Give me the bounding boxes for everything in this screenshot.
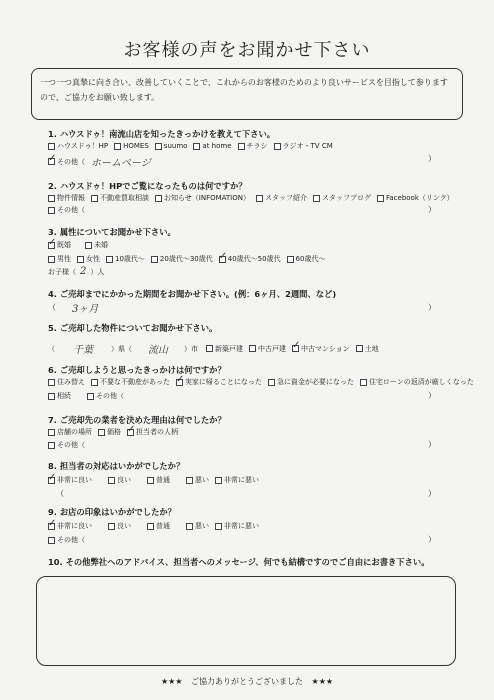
q5-type-new-house[interactable]: 新築戸建 xyxy=(206,344,243,354)
q5-type-land[interactable]: 土地 xyxy=(356,344,379,354)
q3-option-age-20-30s[interactable]: 20歳代〜30歳代 xyxy=(151,254,213,264)
q7-other-row xyxy=(48,440,91,450)
q2-option-blog[interactable]: スタッフブログ xyxy=(313,193,371,203)
checkbox[interactable] xyxy=(215,523,222,530)
q1-option-hp[interactable]: ハウスドゥ！HP xyxy=(48,141,108,151)
checkbox[interactable] xyxy=(186,477,193,484)
q8-close-paren: ） xyxy=(428,489,436,498)
q5-property-row: （ 千葉 ）県（ 流山 ）市 新築戸建 中古戸建 ✓ 中古マンション 土地 xyxy=(48,341,385,356)
q4-close-paren: ） xyxy=(428,303,436,312)
question-3-label: 3. 属性についてお聞かせ下さい。 xyxy=(48,227,176,237)
checkbox-checked[interactable] xyxy=(176,379,183,386)
checkbox[interactable] xyxy=(155,143,162,150)
q9-option-very-good[interactable]: ✓ 非常に良い xyxy=(48,521,92,531)
checkbox[interactable] xyxy=(256,195,263,202)
checkbox[interactable] xyxy=(206,345,213,352)
q1-option-radio-tv[interactable]: ラジオ・TV CM xyxy=(274,141,333,151)
question-9-label: 9. お店の印象はいかがでしたか？ xyxy=(48,507,176,517)
checkbox[interactable] xyxy=(360,379,367,386)
q9-option-good[interactable]: 良い xyxy=(108,521,131,531)
checkbox[interactable] xyxy=(151,256,158,263)
q3-children-handwritten: 2 xyxy=(80,266,87,277)
q8-option-very-good[interactable]: ✓ 非常に良い xyxy=(48,475,92,485)
checkbox[interactable] xyxy=(274,143,281,150)
question-2-label: 2. ハウスドゥ！HPでご覧になったものは何ですか？ xyxy=(48,181,247,191)
checkbox[interactable] xyxy=(377,195,384,202)
stars-right: ★★★ xyxy=(311,677,334,686)
q1-option-suumo[interactable]: suumo xyxy=(155,142,188,150)
question-5-label: 5. ご売却した物件についてお聞かせ下さい。 xyxy=(48,323,218,333)
question-1-label: 1. ハウスドゥ！南流山店を知ったきっかけを教えて下さい。 xyxy=(48,129,276,139)
footer-thanks xyxy=(0,676,494,687)
checkbox[interactable] xyxy=(147,477,154,484)
q9-close-paren: ） xyxy=(428,535,436,544)
checkbox[interactable] xyxy=(48,442,55,449)
q7-option-other[interactable]: その他（ xyxy=(48,440,85,450)
checkbox[interactable] xyxy=(186,523,193,530)
q3-option-female[interactable]: 女性 xyxy=(77,254,100,264)
checkbox[interactable] xyxy=(48,429,55,436)
checkbox-checked[interactable] xyxy=(48,242,55,249)
q6-option-urgent-funds[interactable]: 急に資金が必要になった xyxy=(268,377,354,387)
checkbox[interactable] xyxy=(356,345,363,352)
q6-option-loan-hardship[interactable]: 住宅ローンの返済が厳しくなった xyxy=(360,377,474,387)
checkbox[interactable] xyxy=(108,523,115,530)
checkbox-checked[interactable] xyxy=(48,523,55,530)
q9-option-other[interactable]: その他（ xyxy=(48,535,85,545)
q8-option-good[interactable]: 良い xyxy=(108,475,131,485)
q1-close-paren: ） xyxy=(428,154,436,163)
q9-options xyxy=(48,521,265,531)
page-title: お客様の声をお聞かせ下さい xyxy=(123,40,371,61)
q2-option-facebook[interactable]: Facebook（リンク） xyxy=(377,193,454,203)
checkbox-checked[interactable] xyxy=(48,158,55,165)
q3-option-male[interactable]: 男性 xyxy=(48,254,71,264)
checkbox[interactable] xyxy=(287,256,294,263)
q8-option-average[interactable]: 普通 xyxy=(147,475,170,485)
intro-box: 一つ一つ真摯に向き合い、改善していくことで、これからのお客様のためのより良いサービスを目指して参りますので、ご協力をお願い致します。 xyxy=(31,68,463,120)
checkbox[interactable] xyxy=(313,195,320,202)
q6-option-relocation[interactable]: 住み替え xyxy=(48,377,85,387)
q6-row-2 xyxy=(48,391,130,401)
checkbox[interactable] xyxy=(249,345,256,352)
checkbox[interactable] xyxy=(238,143,245,150)
q7-options xyxy=(48,427,184,437)
q2-option-news[interactable]: お知らせ（INFOMATION） xyxy=(155,193,250,203)
q1-option-homes[interactable]: HOMES xyxy=(114,142,149,150)
q2-other-row xyxy=(48,205,91,215)
checkbox[interactable] xyxy=(48,379,55,386)
checkbox[interactable] xyxy=(114,143,121,150)
checkbox[interactable] xyxy=(85,242,92,249)
checkbox-checked[interactable] xyxy=(219,256,226,263)
q5-type-used-house[interactable]: 中古戸建 xyxy=(249,344,286,354)
q9-other-row xyxy=(48,535,91,545)
q3-marital-row xyxy=(48,240,114,250)
q6-row-1 xyxy=(48,377,480,387)
q7-close-paren: ） xyxy=(428,440,436,449)
question-10-label: 10. その他弊社へのアドバイス、担当者へのメッセージ、何でも結構ですのでご自由にお書き下さい。 xyxy=(48,557,430,567)
checkbox[interactable] xyxy=(91,379,98,386)
q6-option-inheritance[interactable]: 相続 xyxy=(48,391,71,401)
q8-option-very-bad[interactable]: 非常に悪い xyxy=(215,475,259,485)
q9-option-bad[interactable]: 悪い xyxy=(186,521,209,531)
checkbox[interactable] xyxy=(48,143,55,150)
q3-children-row: お子様（ 2 ）人 xyxy=(48,266,105,277)
question-4-label: 4. ご売却までにかかった期間をお聞かせ下さい。(例：6ヶ月、2週間、など) xyxy=(48,289,337,299)
q5-prefecture-handwritten: 千葉 xyxy=(73,345,93,356)
checkbox[interactable] xyxy=(48,393,55,400)
checkbox[interactable] xyxy=(91,195,98,202)
q3-option-age-10s[interactable]: 10歳代〜 xyxy=(106,254,145,264)
q8-open-paren: （ xyxy=(56,489,64,498)
question-8-label: 8. 担当者の対応はいかがでしたか？ xyxy=(48,461,185,471)
q5-type-used-condo[interactable]: ✓ 中古マンション xyxy=(292,344,350,354)
question-7-label: 7. ご売却先の業者を決めた理由は何でしたか？ xyxy=(48,415,226,425)
checkbox[interactable] xyxy=(155,195,162,202)
checkbox-checked[interactable] xyxy=(292,345,299,352)
thanks-text: ご協力ありがとうございました xyxy=(191,677,303,686)
q3-option-age-40-50s[interactable]: ✓ 40歳代〜50歳代 xyxy=(219,254,281,264)
q8-options xyxy=(48,475,265,485)
q6-close-paren: ） xyxy=(428,391,436,400)
q9-option-very-bad[interactable]: 非常に悪い xyxy=(215,521,259,531)
q8-option-bad[interactable]: 悪い xyxy=(186,475,209,485)
q4-open-paren: （ xyxy=(48,303,56,312)
q6-option-other[interactable]: その他（ xyxy=(87,391,124,401)
q2-option-other[interactable]: その他（ xyxy=(48,205,85,215)
checkbox[interactable] xyxy=(48,537,55,544)
q2-close-paren: ） xyxy=(428,205,436,214)
q6-option-return-home[interactable]: ✓ 実家に帰ることになった xyxy=(176,377,262,387)
q1-other-handwritten: ホームページ xyxy=(91,158,151,169)
checkbox-checked[interactable] xyxy=(48,477,55,484)
q1-other-row xyxy=(48,154,151,169)
checkbox[interactable] xyxy=(48,207,55,214)
q3-gender-age-row xyxy=(48,254,332,264)
q5-city-handwritten: 流山 xyxy=(148,345,168,356)
checkbox[interactable] xyxy=(108,477,115,484)
checkbox[interactable] xyxy=(215,477,222,484)
q2-option-buyback[interactable]: 不動産買取相談 xyxy=(91,193,149,203)
checkbox[interactable] xyxy=(87,393,94,400)
q9-option-average[interactable]: 普通 xyxy=(147,521,170,531)
q3-option-married[interactable]: ✓ 既婚 xyxy=(48,240,71,250)
q7-option-price[interactable]: 価格 xyxy=(98,427,121,437)
q1-option-athome[interactable]: at home xyxy=(193,142,231,150)
checkbox[interactable] xyxy=(77,256,84,263)
question-1-options xyxy=(48,141,339,151)
checkbox-checked[interactable] xyxy=(127,429,134,436)
q2-option-staff[interactable]: スタッフ紹介 xyxy=(256,193,307,203)
question-6-label: 6. ご売却しようと思ったきっかけは何ですか？ xyxy=(48,365,226,375)
checkbox[interactable] xyxy=(98,429,105,436)
q6-option-unneeded-property[interactable]: 不要な不動産があった xyxy=(91,377,170,387)
stars-left: ★★★ xyxy=(160,677,183,686)
q3-option-single[interactable]: 未婚 xyxy=(85,240,108,250)
q3-option-age-60s[interactable]: 60歳代〜 xyxy=(287,254,326,264)
q1-option-flyer[interactable]: チラシ xyxy=(238,141,268,151)
checkbox[interactable] xyxy=(268,379,275,386)
checkbox[interactable] xyxy=(48,256,55,263)
q7-option-location[interactable]: 店舗の場所 xyxy=(48,427,92,437)
free-comment-box[interactable] xyxy=(36,576,456,666)
checkbox[interactable] xyxy=(147,523,154,530)
question-2-options xyxy=(48,193,460,203)
checkbox[interactable] xyxy=(106,256,113,263)
q4-answer-handwritten: 3ヶ月 xyxy=(72,304,99,315)
q1-option-other[interactable]: ✓ その他（ xyxy=(48,157,85,167)
checkbox[interactable] xyxy=(48,195,55,202)
q2-option-listings[interactable]: 物件情報 xyxy=(48,193,85,203)
q7-option-staff-personality[interactable]: ✓ 担当者の人柄 xyxy=(127,427,178,437)
checkbox[interactable] xyxy=(193,143,200,150)
